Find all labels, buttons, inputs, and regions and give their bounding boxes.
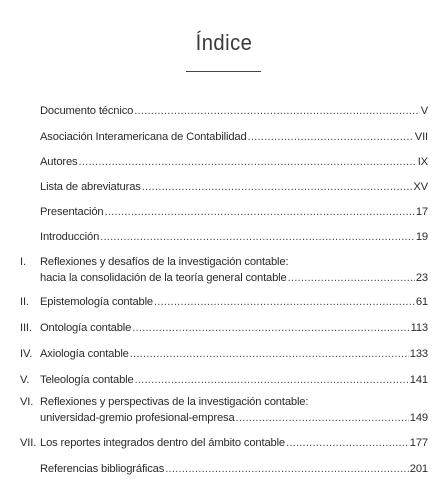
toc-entry-page: V	[420, 105, 428, 117]
dot-leader	[154, 294, 415, 310]
toc-entry-page: 201	[409, 463, 428, 475]
toc-entry-chapter-1[interactable]	[20, 254, 428, 286]
toc-entry-title-line1: Reflexiones y desafíos de la investigación contable:	[40, 256, 289, 268]
toc-entry-chapter-4[interactable]	[20, 346, 428, 362]
toc-entry-title: universidad-gremio profesional-empresa	[40, 412, 235, 424]
dot-leader	[286, 435, 409, 451]
toc-entry-title: Presentación	[40, 206, 104, 218]
toc-entry-chapter-2[interactable]	[20, 294, 428, 310]
toc-entry-title: Epistemología contable	[40, 296, 153, 308]
page-title: Índice	[195, 30, 253, 55]
dot-leader	[134, 103, 419, 119]
dot-leader	[288, 270, 415, 286]
toc-entry-number: II.	[20, 296, 29, 308]
toc-entry-chapter-3[interactable]	[20, 320, 428, 336]
toc-entry-number: I.	[20, 256, 26, 268]
toc-entry-page: 141	[409, 374, 428, 386]
toc-entry-number: IV.	[20, 348, 33, 360]
toc-entry-autores[interactable]	[20, 154, 428, 170]
toc-entry-asociacion[interactable]	[20, 129, 428, 145]
toc-entry-introduccion[interactable]	[20, 229, 428, 245]
toc-entry-number: VII.	[20, 437, 37, 449]
toc-entry-title: Axiología contable	[40, 348, 129, 360]
toc-entry-page: 61	[415, 296, 428, 308]
toc-entry-title: Teleología contable	[40, 374, 134, 386]
toc-entry-referencias[interactable]	[20, 461, 428, 477]
dot-leader	[105, 204, 415, 220]
toc-entry-page: 177	[409, 437, 428, 449]
toc-entry-number: III.	[20, 322, 32, 334]
toc-entry-page: 23	[415, 272, 428, 284]
toc-entry-abreviaturas[interactable]	[20, 179, 428, 195]
toc-entry-title: Referencias bibliográficas	[40, 463, 165, 475]
dot-leader	[135, 372, 409, 388]
toc-entry-page: XV	[413, 181, 428, 193]
toc-entry-chapter-6[interactable]	[20, 394, 428, 426]
toc-entry-presentacion[interactable]	[20, 204, 428, 220]
toc-entry-page: 149	[409, 412, 428, 424]
dot-leader	[100, 229, 415, 245]
dot-leader	[248, 129, 414, 145]
toc-entry-title: Lista de abreviaturas	[40, 181, 141, 193]
toc-entry-title: Introducción	[40, 231, 100, 243]
toc-entry-title: Los reportes integrados dentro del ámbito contable	[40, 437, 286, 449]
toc-entry-title: Autores	[40, 156, 78, 168]
title-underline	[186, 71, 261, 72]
toc-entry-title-line1: Reflexiones y perspectivas de la investigación contable:	[40, 396, 309, 408]
dot-leader	[130, 346, 409, 362]
toc-entry-title: hacia la consolidación de la teoría general contable	[40, 272, 287, 284]
toc-entry-page: 113	[410, 322, 428, 334]
toc-entry-number: V.	[20, 374, 30, 386]
toc-entry-title: Ontología contable	[40, 322, 132, 334]
toc-entry-page: 133	[409, 348, 428, 360]
dot-leader	[165, 461, 409, 477]
dot-leader	[132, 320, 409, 336]
toc-entry-page: 19	[415, 231, 428, 243]
toc-entry-chapter-7[interactable]	[20, 435, 428, 451]
dot-leader	[142, 179, 413, 195]
toc-entry-chapter-5[interactable]	[20, 372, 428, 388]
toc-entry-page: VII	[414, 131, 428, 143]
toc-entry-page: 17	[415, 206, 428, 218]
toc-entry-number: VI.	[20, 396, 34, 408]
toc-entry-title: Documento técnico	[40, 105, 134, 117]
dot-leader	[236, 410, 409, 426]
dot-leader	[79, 154, 417, 170]
toc-entry-title: Asociación Interamericana de Contabilidad	[40, 131, 247, 143]
toc-entry-documento-tecnico[interactable]	[20, 103, 428, 119]
toc-entry-page: IX	[417, 156, 428, 168]
